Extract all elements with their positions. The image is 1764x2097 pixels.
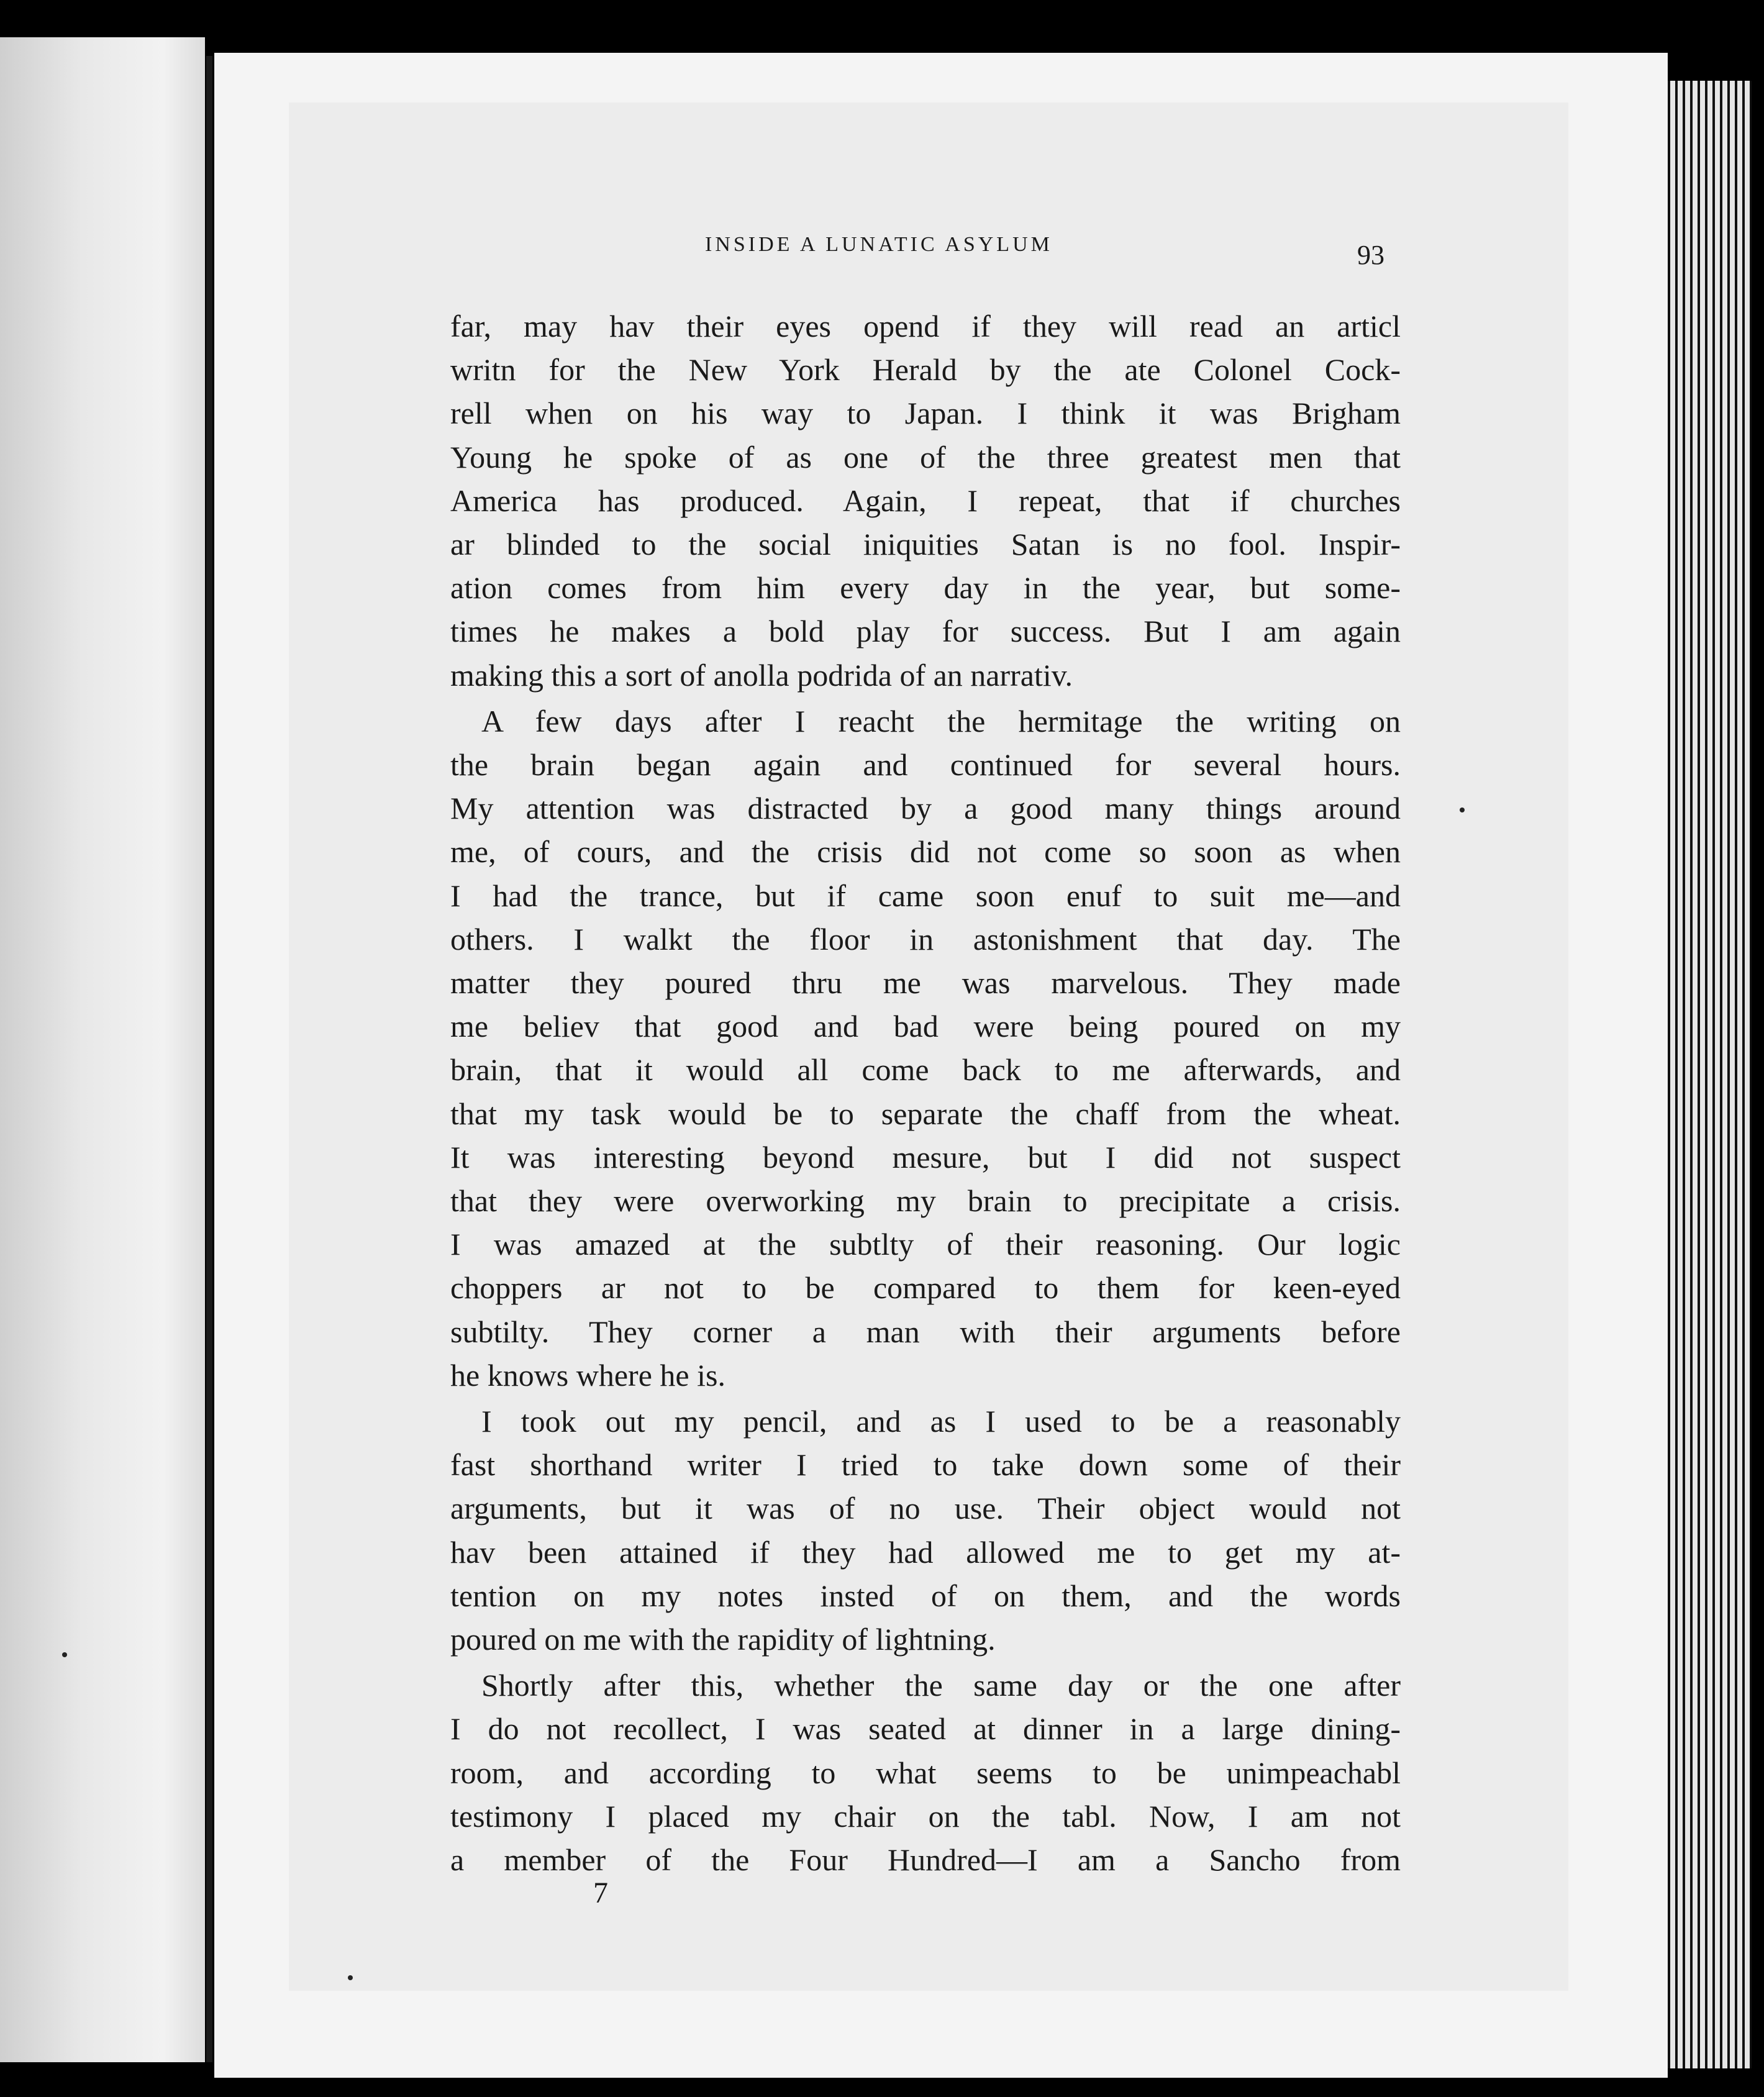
scan-speck — [348, 1975, 353, 1980]
text-line: that they were overworking my brain to precipitate a crisis. — [450, 1183, 1401, 1218]
text-line: ar blinded to the social iniquities Satan is no fool. Inspir- — [450, 527, 1401, 562]
text-line: America has produced. Again, I repeat, that if churches — [450, 483, 1401, 518]
text-line: brain, that it would all come back to me afterwards, and — [450, 1052, 1401, 1088]
text-line: tention on my notes insted of on them, and the words — [450, 1578, 1401, 1613]
text-line: arguments, but it was of no use. Their object would not — [450, 1491, 1401, 1526]
text-line: room, and according to what seems to be unimpeachabl — [450, 1755, 1401, 1790]
scan-speck — [62, 1652, 67, 1657]
text-line: far, may hav their eyes opend if they will read an articl — [450, 309, 1401, 343]
text-line: rell when on his way to Japan. I think it was Brigham — [450, 396, 1401, 431]
text-line: I was amazed at the subtlty of their reasoning. Our logic — [450, 1227, 1401, 1262]
text-line: testimony I placed my chair on the tabl. Now, I am not — [450, 1798, 1401, 1834]
text-line: poured on me with the rapidity of lightning. — [450, 1622, 996, 1657]
text-line: I do not recollect, I was seated at dinner in a large dining- — [450, 1711, 1401, 1747]
text-line: fast shorthand writer I tried to take down some of their — [450, 1447, 1401, 1483]
text-line: me believ that good and bad were being poured on my — [450, 1009, 1401, 1044]
text-line: My attention was distracted by a good many things around — [450, 791, 1401, 826]
text-line: the brain began again and continued for several hours. — [450, 747, 1401, 782]
text-line: he knows where he is. — [450, 1357, 725, 1393]
text-line: me, of cours, and the crisis did not come so soon as when — [450, 834, 1401, 870]
text-line: I had the trance, but if came soon enuf to suit me—and — [450, 878, 1401, 913]
text-line: hav been attained if they had allowed me to get my at- — [450, 1534, 1401, 1570]
scan-speck — [1460, 807, 1465, 812]
text-line: Shortly after this, whether the same day or the one after — [481, 1668, 1401, 1703]
running-head: INSIDE A LUNATIC ASYLUM — [705, 233, 1053, 256]
text-line: times he makes a bold play for success. But I am again — [450, 614, 1401, 649]
signature-mark: 7 — [593, 1876, 608, 1909]
page-number: 93 — [1357, 240, 1384, 270]
text-line: Young he spoke of as one of the three greatest men that — [450, 439, 1401, 475]
text-line: choppers ar not to be compared to them for keen-eyed — [450, 1270, 1401, 1306]
text-line: others. I walkt the floor in astonishment that day. The — [450, 921, 1401, 957]
text-line: subtilty. They corner a man with their arguments before — [450, 1314, 1401, 1349]
page-edges — [1668, 81, 1752, 2068]
text-line: I took out my pencil, and as I used to be a reasonably — [481, 1404, 1401, 1439]
text-line: that my task would be to separate the chaff from the wheat. — [450, 1096, 1401, 1131]
facing-page-strip — [0, 37, 205, 2062]
text-line: writn for the New York Herald by the ate Colonel Cock- — [450, 352, 1401, 388]
text-line: It was interesting beyond mesure, but I did not suspect — [450, 1139, 1401, 1175]
text-line: a member of the Four Hundred—I am a Sancho from — [450, 1842, 1401, 1877]
text-line: A few days after I reacht the hermitage the writing on — [481, 703, 1401, 739]
text-line: ation comes from him every day in the year, but some- — [450, 570, 1401, 606]
binding-gutter — [206, 56, 212, 2062]
text-line: making this a sort of anolla podrida of an narrativ. — [450, 657, 1073, 693]
text-line: matter they poured thru me was marvelous. They made — [450, 965, 1401, 1000]
